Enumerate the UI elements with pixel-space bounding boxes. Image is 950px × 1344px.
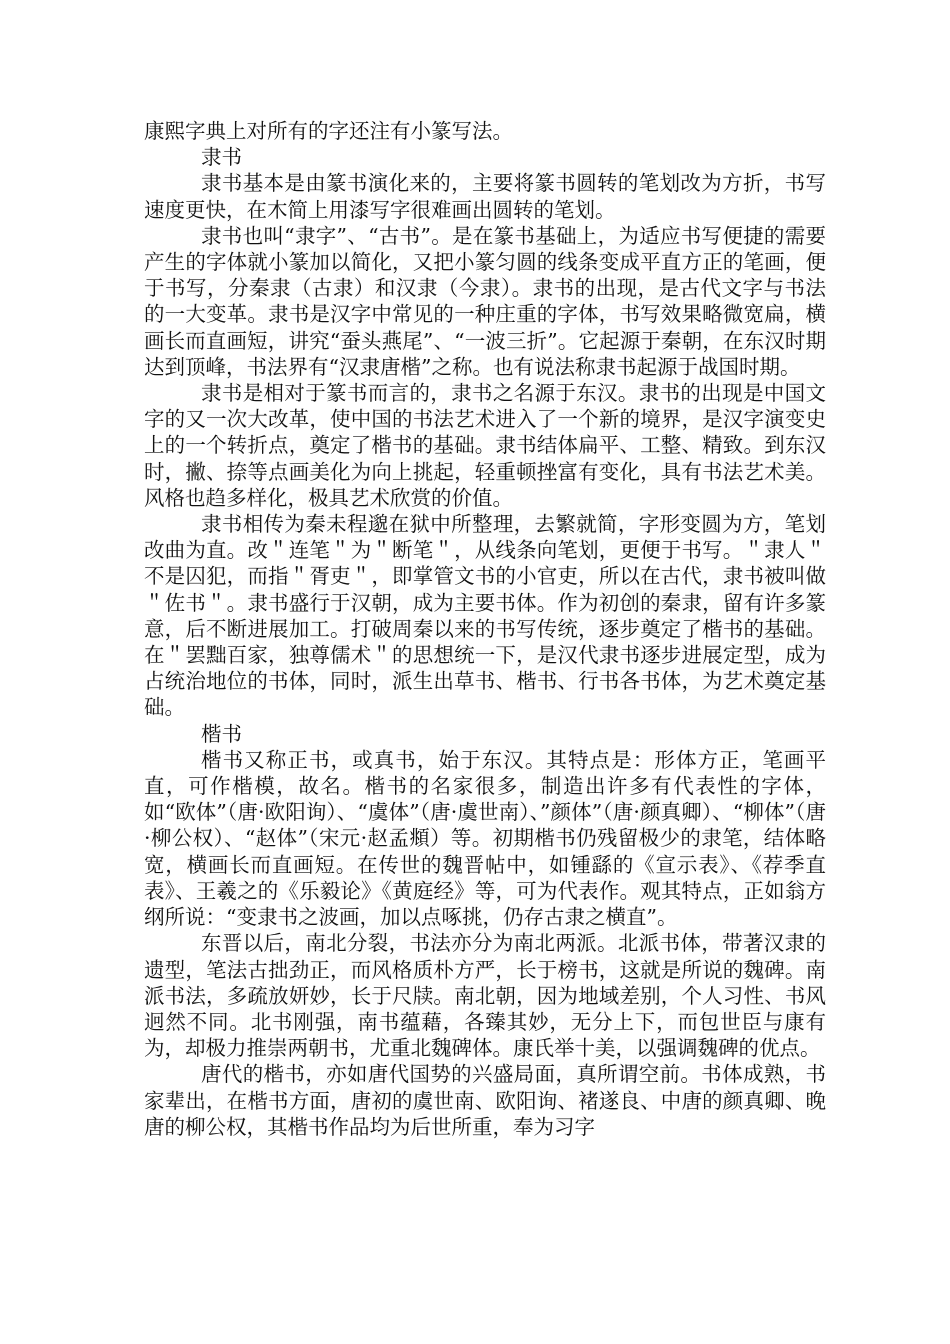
paragraph-lishu-history: 隶书是相对于篆书而言的，隶书之名源于东汉。隶书的出现是中国文字的又一次大改革，使中国的书法艺术进入了一个新的境界，是汉字演变史上的一个转折点，奠定了楷书的基础。隶书结体扁平、工整、精致。到东汉时，撇、捺等点画美化为向上挑起，轻重顿挫富有变化，具有书法艺术美。风格也趋多样化，极具艺术欣赏的价值。	[144, 381, 826, 510]
section-heading-lishu: 隶书	[201, 145, 242, 170]
section-heading-kaishu: 楷书	[201, 721, 242, 746]
document-page	[144, 118, 826, 1140]
paragraph-kaishu-north-south: 东晋以后，南北分裂，书法亦分为南北两派。北派书体，带著汉隶的遗型，笔法古拙劲正，而风格质朴方严，长于榜书，这就是所说的魏碑。南派书法，多疏放妍妙，长于尺牍。南北朝，因为地域差别，个人习性、书风迥然不同。北书刚强，南书蕴藉，各臻其妙，无分上下，而包世臣与康有为，却极力推崇两朝书，尤重北魏碑体。康氏举十美，以强调魏碑的优点。	[144, 931, 826, 1061]
paragraph-kaishu-tang: 唐代的楷书，亦如唐代国势的兴盛局面，真所谓空前。书体成熟，书家辈出，在楷书方面，唐初的虞世南、欧阳询、褚遂良、中唐的颜真卿、晚唐的柳公权，其楷书作品均为后世所重，奉为习字	[144, 1062, 826, 1139]
paragraph-lishu-qin: 隶书相传为秦未程邈在狱中所整理，去繁就简，字形变圆为方，笔划改曲为直。改＂连笔＂为＂断笔＂，从线条向笔划，更便于书写。＂隶人＂不是囚犯，而指＂胥吏＂，即掌管文书的小官吏，所以在古代，隶书被叫做＂佐书＂。隶书盛行于汉朝，成为主要书体。作为初创的秦隶，留有许多篆意，后不断进展加工。打破周秦以来的书写传统，逐步奠定了楷书的基础。在＂罢黜百家，独尊儒术＂的思想统一下，是汉代隶书逐步进展定型，成为占统治地位的书体，同时，派生出草书、楷书、行书各书体，为艺术奠定基础。	[144, 512, 826, 720]
paragraph-lishu-origin: 隶书基本是由篆书演化来的，主要将篆书圆转的笔划改为方折，书写速度更快，在木简上用漆写字很难画出圆转的笔划。	[144, 171, 826, 222]
paragraph-kaishu-origin: 楷书又称正书，或真书，始于东汉。其特点是：形体方正，笔画平直，可作楷模，故名。楷书的名家很多，制造出许多有代表性的字体，如“欧体”（唐·欧阳询）、“虞体”（唐·虞世南）、”颜体”（唐·颜真卿）、“柳体”（唐·柳公权）、“赵体”（宋元·赵孟頫）等。初期楷书仍残留极少的隶笔，结体略宽，横画长而直画短。在传世的魏晋帖中，如锺繇的《宣示表》、《荐季直表》、王羲之的《乐毅论》《黄庭经》等，可为代表作。观其特点，正如翁方纲所说：“变隶书之波画，加以点啄挑，仍存古隶之横直”。	[144, 747, 826, 930]
paragraph-lishu-names: 隶书也叫“隶字”、“古书”。是在篆书基础上，为适应书写便捷的需要产生的字体就小篆加以简化，又把小篆匀圆的线条变成平直方正的笔画，便于书写，分秦隶（古隶）和汉隶（今隶）。隶书的出现，是古代文字与书法的一大变革。隶书是汉字中常见的一种庄重的字体，书写效果略微宽扁，横画长而直画短，讲究“蚕头燕尾”、“一波三折”。它起源于秦朝，在东汉时期达到顶峰，书法界有“汉隶唐楷”之称。也有说法称隶书起源于战国时期。	[144, 223, 826, 379]
paragraph-kangxi: 康熙字典上对所有的字还注有小篆写法。	[144, 119, 513, 143]
